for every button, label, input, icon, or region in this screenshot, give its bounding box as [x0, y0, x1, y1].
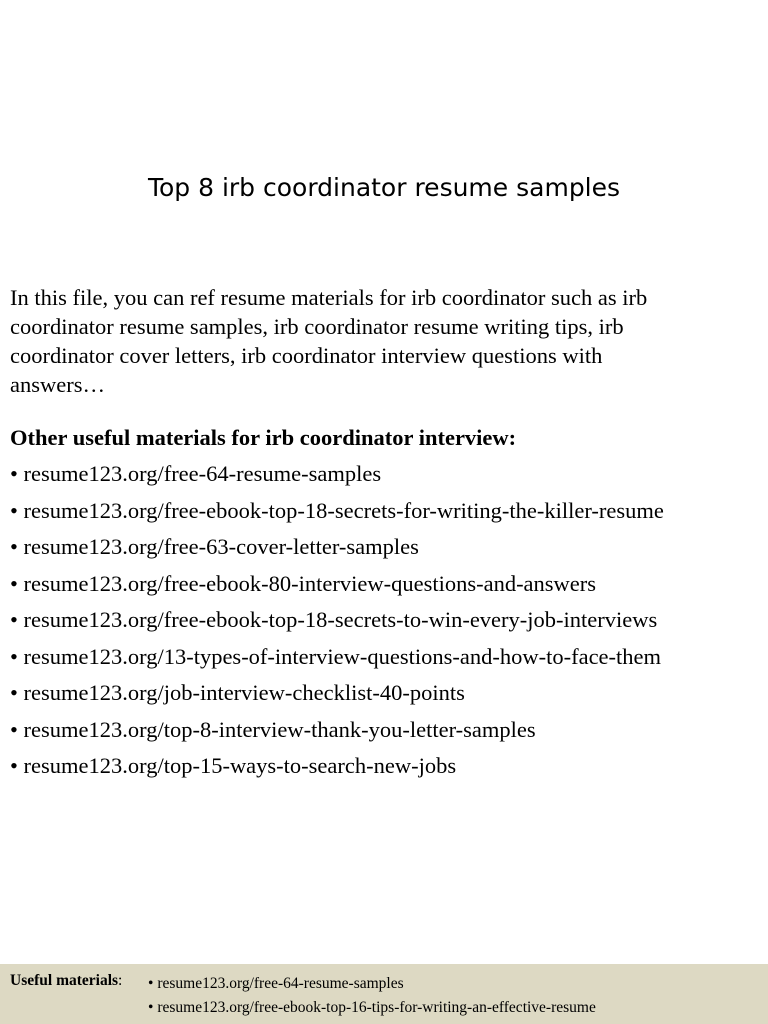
materials-heading: Other useful materials for irb coordinator interview:: [10, 425, 517, 450]
resource-link[interactable]: resume123.org/free-ebook-top-18-secrets-to-win-every-job-interviews: [23, 607, 658, 632]
resource-link[interactable]: resume123.org/job-interview-checklist-40-points: [23, 680, 465, 705]
list-item: [10, 458, 664, 495]
list-item: [10, 677, 664, 714]
list-item: [10, 641, 664, 678]
intro-line: In this file, you can ref resume materials for irb coordinator such as irb: [10, 285, 648, 310]
footer-link[interactable]: resume123.org/free-64-resume-samples: [157, 975, 404, 992]
bullet: •: [148, 975, 154, 992]
resource-link[interactable]: resume123.org/free-ebook-top-18-secrets-for-writing-the-killer-resume: [23, 497, 664, 523]
bullet: •: [10, 643, 18, 669]
intro-line: coordinator resume samples, irb coordinator resume writing tips, irb: [10, 314, 624, 339]
footer-bar: [0, 964, 768, 1024]
bullet: •: [10, 461, 18, 486]
intro-paragraph: [10, 283, 758, 399]
list-item: [10, 714, 664, 751]
footer-link[interactable]: resume123.org/free-ebook-top-16-tips-for-writing-an-effective-resume: [157, 999, 596, 1016]
bullet: •: [10, 607, 18, 632]
materials-link-list: [10, 458, 664, 787]
bullet: •: [148, 999, 154, 1016]
resource-link[interactable]: resume123.org/top-15-ways-to-search-new-jobs: [23, 753, 457, 778]
footer-label-colon: :: [118, 972, 123, 989]
bullet: •: [10, 497, 18, 523]
page-title: Top 8 irb coordinator resume samples: [147, 173, 621, 202]
list-item: [10, 750, 664, 787]
footer-label: [10, 972, 122, 990]
bullet: •: [10, 680, 18, 705]
resource-link[interactable]: resume123.org/free-64-resume-samples: [23, 461, 382, 486]
resource-link[interactable]: resume123.org/free-63-cover-letter-samples: [23, 534, 419, 559]
list-item: [10, 495, 664, 532]
resource-link[interactable]: resume123.org/13-types-of-interview-questions-and-how-to-face-them: [23, 643, 662, 669]
bullet: •: [10, 753, 18, 778]
bullet: •: [10, 534, 18, 559]
list-item: [10, 604, 664, 641]
list-item: [10, 531, 664, 568]
intro-line: answers…: [10, 372, 105, 397]
footer-link-list: [148, 972, 596, 1020]
list-item: [10, 568, 664, 605]
list-item: [148, 972, 596, 996]
bullet: •: [10, 570, 18, 596]
resource-link[interactable]: resume123.org/free-ebook-80-interview-questions-and-answers: [23, 570, 597, 596]
intro-line: coordinator cover letters, irb coordinator interview questions with: [10, 343, 603, 368]
bullet: •: [10, 716, 18, 742]
resource-link[interactable]: resume123.org/top-8-interview-thank-you-letter-samples: [23, 716, 536, 742]
list-item: [148, 996, 596, 1020]
footer-label-text: Useful materials: [10, 972, 119, 989]
